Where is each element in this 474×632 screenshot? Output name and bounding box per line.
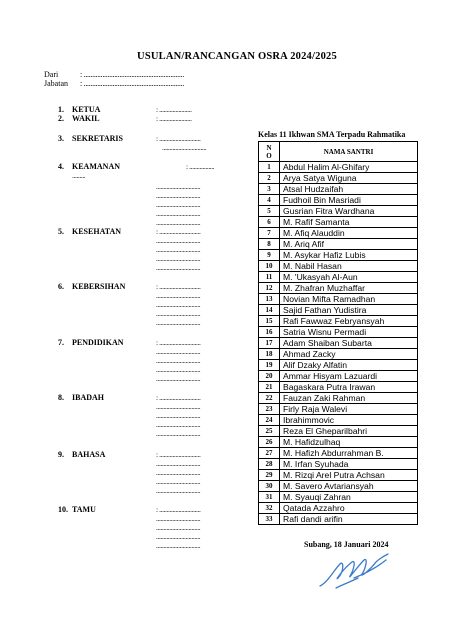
row-number: 4 [259, 195, 280, 206]
table-row [259, 162, 418, 173]
row-number: 8 [259, 239, 280, 250]
role-name: KEAMANAN [72, 162, 120, 171]
role-number: 6. [58, 282, 64, 291]
table-row [259, 492, 418, 503]
student-name: Ibrahimmovic [280, 415, 418, 426]
table-row [259, 228, 418, 239]
role-name: KEBERSIHAN [72, 282, 126, 291]
student-name: M. Hafizh Abdurrahman B. [280, 448, 418, 459]
student-name: Fauzan Zaki Rahman [280, 393, 418, 404]
table-row [259, 426, 418, 437]
table-row [259, 272, 418, 283]
table-row [259, 448, 418, 459]
role-number: 2. [58, 114, 64, 123]
row-number: 22 [259, 393, 280, 404]
table-title: Kelas 11 Ikhwan SMA Terpadu Rahmatika [258, 130, 406, 139]
row-number: 13 [259, 294, 280, 305]
table-row [259, 371, 418, 382]
column-header-no [259, 142, 280, 162]
role-name: PENDIDIKAN [72, 338, 124, 347]
table-row [259, 217, 418, 228]
role-number: 7. [58, 338, 64, 347]
column-header-name: NAMA SANTRI [280, 142, 418, 162]
table-row [259, 514, 418, 525]
blank-line: .............................. [156, 468, 201, 477]
table-row [259, 261, 418, 272]
role-name: KETUA [72, 105, 101, 114]
role-sekretaris-fill: : ............................ [156, 134, 201, 143]
signature-image [314, 548, 404, 596]
dari-label: Dari [44, 70, 59, 79]
row-number: 16 [259, 327, 280, 338]
row-number: 15 [259, 316, 280, 327]
signature-date: Subang, 18 Januari 2024 [304, 540, 389, 549]
role-name: IBADAH [72, 393, 105, 402]
blank-line: .............................. [156, 459, 201, 468]
student-name: Gusrian Fitra Wardhana [280, 206, 418, 217]
table-row [259, 437, 418, 448]
blank-line: .............................. [156, 347, 201, 356]
student-name: Atsal Hudzaifah [280, 184, 418, 195]
blank-line: .............................. [156, 218, 201, 227]
student-name: Bagaskara Putra Irawan [280, 382, 418, 393]
table-row [259, 316, 418, 327]
row-number: 29 [259, 470, 280, 481]
blank-line: .............................. [156, 236, 201, 245]
row-number: 3 [259, 184, 280, 195]
student-name: Adam Shaiban Subarta [280, 338, 418, 349]
row-number: 10 [259, 261, 280, 272]
role-number: 1. [58, 105, 64, 114]
blank-line: .............................. [156, 420, 201, 429]
row-number: 5 [259, 206, 280, 217]
student-name: Satria Wisnu Permadi [280, 327, 418, 338]
student-name: Abdul Halim Al-Ghifary [280, 162, 418, 173]
table-row [259, 481, 418, 492]
short-dots: ......... [72, 171, 86, 180]
role-pendidikan-fill: : ............................ [156, 338, 201, 347]
row-number: 32 [259, 503, 280, 514]
row-number: 21 [259, 382, 280, 393]
blank-line: .............................. [156, 182, 201, 191]
role-number: 4. [58, 162, 64, 171]
role-wakil-fill: : ...................... [156, 114, 192, 123]
student-name: M. Irfan Syuhada [280, 459, 418, 470]
blank-line: .............................. [156, 411, 201, 420]
student-name: M. Ariq Afif [280, 239, 418, 250]
blank-line: .............................. [156, 374, 201, 383]
role-name: KESEHATAN [72, 227, 122, 236]
student-name: M. Zhafran Muzhaffar [280, 283, 418, 294]
blank-line: .............................. [156, 356, 201, 365]
table-row [259, 349, 418, 360]
blank-line: .............................. [156, 318, 201, 327]
student-name: M. Rizqi Arel Putra Achsan [280, 470, 418, 481]
row-number: 9 [259, 250, 280, 261]
blank-line: .............................. [156, 523, 201, 532]
student-name: Firly Raja Walevi [280, 404, 418, 415]
table-row [259, 415, 418, 426]
table-row [259, 184, 418, 195]
table-row [259, 173, 418, 184]
blank-line: .............................. [156, 541, 201, 550]
student-name: Rafi dandi arifin [280, 514, 418, 525]
table-row [259, 294, 418, 305]
table-row [259, 283, 418, 294]
table-row [259, 382, 418, 393]
blank-line: .............................. [156, 263, 201, 272]
table-row [259, 250, 418, 261]
blank-line: .............................. [156, 291, 201, 300]
student-name: Fudhoil Bin Masriadi [280, 195, 418, 206]
student-table [258, 141, 418, 525]
blank-line: .............................. [156, 309, 201, 318]
blank-line: .............................. [156, 532, 201, 541]
student-name: Rafi Fawwaz Febryansyah [280, 316, 418, 327]
table-row [259, 470, 418, 481]
blank-line: .............................. [156, 365, 201, 374]
table-row [259, 404, 418, 415]
blank-line: .............................. [156, 402, 201, 411]
row-number: 28 [259, 459, 280, 470]
row-number: 12 [259, 283, 280, 294]
role-bahasa-fill: : ............................ [156, 450, 201, 459]
student-name: M. Hafidzulhaq [280, 437, 418, 448]
row-number: 20 [259, 371, 280, 382]
role-kesehatan-fill: : ............................ [156, 227, 201, 236]
table-row [259, 360, 418, 371]
blank-line: .............................. [156, 245, 201, 254]
student-name: Sajid Fathan Yudistira [280, 305, 418, 316]
row-number: 23 [259, 404, 280, 415]
table-header-row [259, 142, 418, 162]
role-kebersihan-fill: : ............................ [156, 282, 201, 291]
dari-fill: : ........................................................... [80, 70, 184, 79]
role-number: 9. [58, 450, 64, 459]
row-number: 18 [259, 349, 280, 360]
row-number: 33 [259, 514, 280, 525]
table-row [259, 503, 418, 514]
blank-line: .............................. [156, 209, 201, 218]
blank-line: .............................. [156, 191, 201, 200]
student-name: Alif Dzaky Alfatin [280, 360, 418, 371]
row-number: 1 [259, 162, 280, 173]
student-name: M. Syauqi Zahran [280, 492, 418, 503]
row-number: 11 [259, 272, 280, 283]
column-header-no-text: NO [266, 143, 272, 160]
table-row [259, 206, 418, 217]
student-name: Novian Mifta Ramadhan [280, 294, 418, 305]
dari-row [44, 70, 184, 79]
role-name: WAKIL [72, 114, 100, 123]
table-row [259, 327, 418, 338]
student-name: Ahmad Zacky [280, 349, 418, 360]
jabatan-label: Jabatan [44, 79, 68, 88]
student-name: M. Rafif Samanta [280, 217, 418, 228]
jabatan-fill: : ........................................................... [80, 79, 184, 88]
role-name: SEKRETARIS [72, 134, 123, 143]
document-title: USULAN/RANCANGAN OSRA 2024/2025 [137, 51, 337, 62]
student-name: Ammar Hisyam Lazuardi [280, 371, 418, 382]
student-name: M. Afiq Alauddin [280, 228, 418, 239]
role-number: 5. [58, 227, 64, 236]
row-number: 27 [259, 448, 280, 459]
table-body [259, 162, 418, 525]
table-row [259, 338, 418, 349]
row-number: 26 [259, 437, 280, 448]
table-row [259, 239, 418, 250]
blank-line: .............................. [156, 514, 201, 523]
blank-line: .............................. [156, 486, 201, 495]
role-name: TAMU [72, 505, 96, 514]
table-row [259, 305, 418, 316]
blank-line: .............................. [156, 254, 201, 263]
role-name: BAHASA [72, 450, 106, 459]
role-number: 10. [58, 505, 68, 514]
blank-line: .............................. [156, 477, 201, 486]
row-number: 6 [259, 217, 280, 228]
role-tamu-fill: : ............................ [156, 505, 201, 514]
row-number: 24 [259, 415, 280, 426]
row-number: 7 [259, 228, 280, 239]
row-number: 31 [259, 492, 280, 503]
blank-line: .............................. [156, 200, 201, 209]
student-name: M. Savero Avtariansyah [280, 481, 418, 492]
row-number: 25 [259, 426, 280, 437]
row-number: 17 [259, 338, 280, 349]
student-name: M. Asykar Hafiz Lubis [280, 250, 418, 261]
student-name: Reza El Gheparilbahri [280, 426, 418, 437]
student-name: Qatada Azzahro [280, 503, 418, 514]
row-number: 19 [259, 360, 280, 371]
student-name: M. Nabil Hasan [280, 261, 418, 272]
blank-line: .............................. [156, 429, 201, 438]
blank-line: .............................. [162, 143, 207, 152]
table-row [259, 393, 418, 404]
row-number: 14 [259, 305, 280, 316]
student-name: M. 'Ukasyah Al-Aun [280, 272, 418, 283]
role-ketua-fill: : ...................... [156, 105, 192, 114]
student-name: Arya Satya Wiguna [280, 173, 418, 184]
row-number: 30 [259, 481, 280, 492]
table-row [259, 195, 418, 206]
role-ibadah-fill: : ............................ [156, 393, 201, 402]
blank-line: .............................. [156, 300, 201, 309]
role-keamanan-fill: : ................. [186, 162, 215, 171]
table-row [259, 459, 418, 470]
role-number: 8. [58, 393, 64, 402]
row-number: 2 [259, 173, 280, 184]
role-number: 3. [58, 134, 64, 143]
jabatan-row [44, 79, 184, 88]
